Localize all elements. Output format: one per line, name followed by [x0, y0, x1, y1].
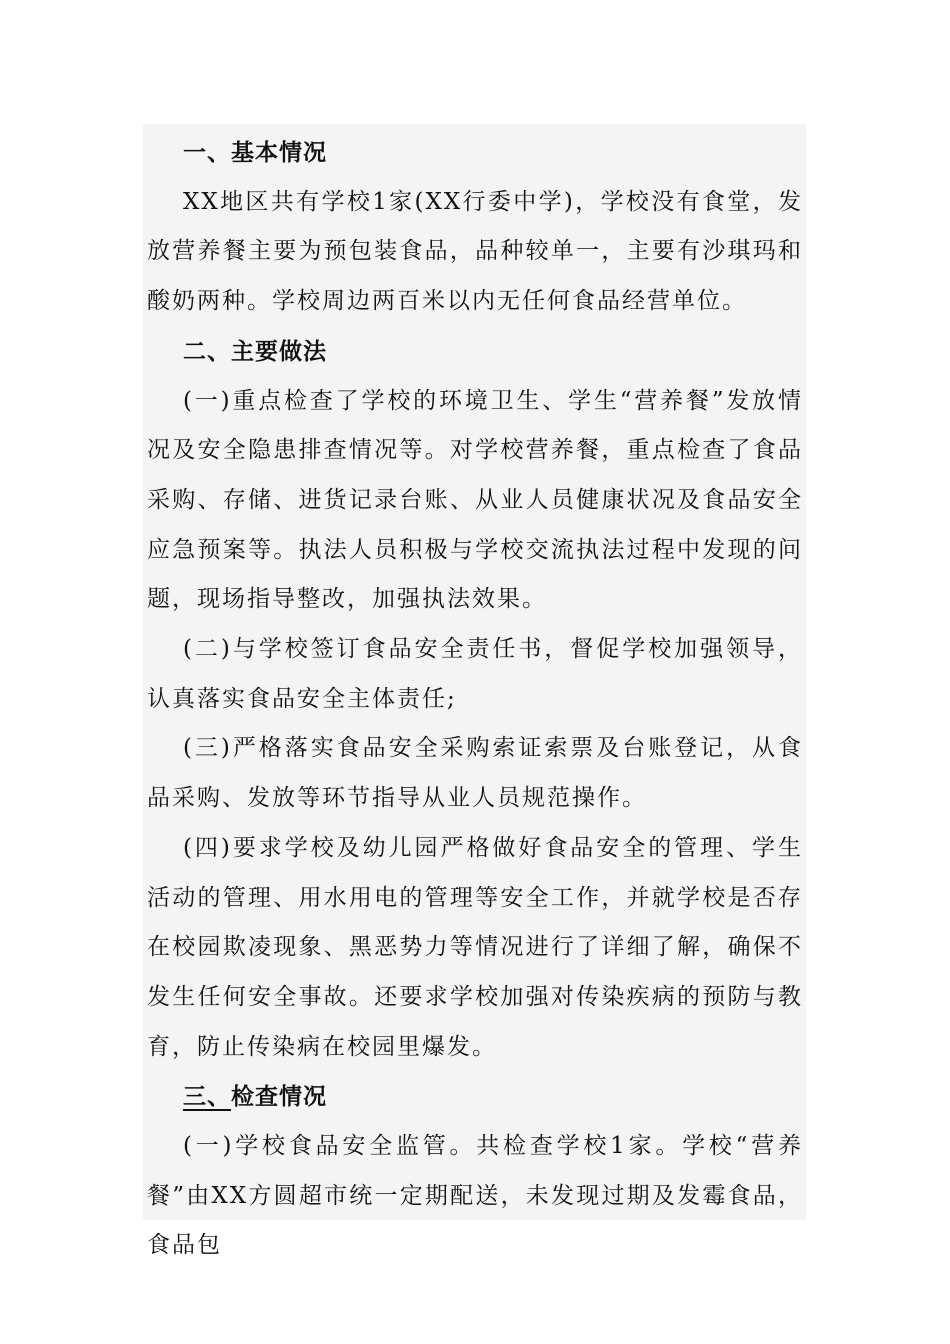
document-body — [147, 128, 803, 1271]
paragraph: (四)要求学校及幼儿园严格做好食品安全的管理、学生活动的管理、用水用电的管理等安全工作，并就学校是否存在校园欺凌现象、黑恶势力等情况进行了详细了解，确保不发生任何安全事故。还要求学校加强对传染疾病的预防与教育，防止传染病在校园里爆发。 — [147, 834, 803, 1060]
paragraph: (三)严格落实食品安全采购索证索票及台账登记，从食品采购、发放等环节指导从业人员规范操作。 — [147, 735, 803, 812]
section-heading-main-practices: 二、主要做法 — [183, 337, 327, 365]
document-content — [143, 124, 806, 1259]
paragraph: (一)重点检查了学校的环境卫生、学生“营养餐”发放情况及安全隐患排查情况等。对学校营养餐，重点检查了食品采购、存储、进货记录台账、从业人员健康状况及食品安全应急预案等。执法人员积极与学校交流执法过程中发现的问题，现场指导整改，加强执法效果。 — [147, 387, 803, 613]
section-heading-number: 三、 — [183, 1083, 231, 1111]
paragraph: (一)学校食品安全监管。共检查学校1家。学校“营养餐”由XX方圆超市统一定期配送，未发现过期及发霉食品，食品包 — [147, 1133, 803, 1259]
paragraph: XX地区共有学校1家(XX行委中学)，学校没有食堂，发放营养餐主要为预包装食品，品种较单一，主要有沙琪玛和酸奶两种。学校周边两百米以内无任何食品经营单位。 — [147, 188, 803, 315]
paragraph: (二)与学校签订食品安全责任书，督促学校加强领导，认真落实食品安全主体责任; — [147, 636, 803, 712]
section-heading-text: 检查情况 — [231, 1083, 327, 1111]
section-heading-inspection — [147, 1072, 803, 1122]
section-heading-basic-situation: 一、基本情况 — [183, 139, 327, 166]
